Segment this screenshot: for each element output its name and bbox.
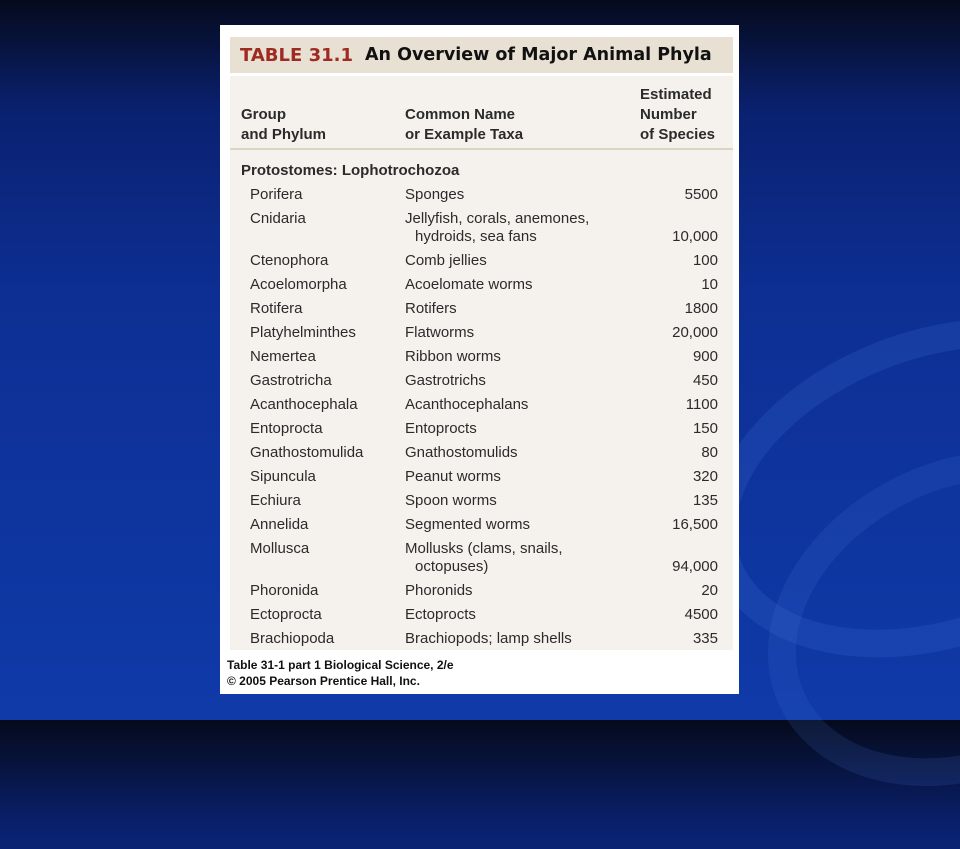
species-count-cell: 900 xyxy=(692,348,718,365)
header-common-name: Common Name or Example Taxa xyxy=(405,106,524,143)
common-name-cell: Phoronids xyxy=(405,582,473,599)
phylum-cell: Acoelomorpha xyxy=(250,276,347,293)
common-name-cell: Spoon worms xyxy=(405,492,497,509)
common-name-cell: Entoprocts xyxy=(405,420,477,437)
table-row xyxy=(230,322,733,346)
table-row xyxy=(230,208,733,250)
table-row xyxy=(230,628,733,652)
table-body xyxy=(230,184,733,652)
header-species-count: Estimated Number of Species xyxy=(640,86,716,143)
species-count-cell: 450 xyxy=(692,372,718,389)
common-name-cell: Segmented worms xyxy=(405,516,531,533)
table-row xyxy=(230,514,733,538)
table-card xyxy=(220,25,739,694)
phylum-cell: Phoronida xyxy=(250,582,319,599)
phylum-cell: Gastrotricha xyxy=(250,372,332,389)
common-name-cell: Acanthocephalans xyxy=(405,396,529,413)
species-count-cell: 335 xyxy=(692,630,718,647)
phylum-cell: Porifera xyxy=(250,186,303,203)
phylum-cell: Ctenophora xyxy=(250,252,329,269)
section-heading: Protostomes: Lophotrochozoa xyxy=(241,162,460,179)
species-count-cell: 80 xyxy=(701,444,718,461)
phylum-cell: Acanthocephala xyxy=(250,396,358,413)
table-row xyxy=(230,538,733,580)
species-count-cell: 10 xyxy=(701,276,718,293)
species-count-cell: 16,500 xyxy=(672,516,718,533)
species-count-cell: 135 xyxy=(692,492,718,509)
common-name-cell-continued: octopuses) xyxy=(415,558,489,575)
common-name-cell: Mollusks (clams, snails, xyxy=(405,540,563,557)
species-table xyxy=(230,76,733,650)
table-title-bar xyxy=(230,37,733,73)
species-count-cell: 150 xyxy=(692,420,718,437)
common-name-cell: Peanut worms xyxy=(405,468,501,485)
common-name-cell: Acoelomate worms xyxy=(405,276,533,293)
table-row xyxy=(230,394,733,418)
table-row xyxy=(230,490,733,514)
common-name-cell: Ribbon worms xyxy=(405,348,501,365)
common-name-cell: Comb jellies xyxy=(405,252,487,269)
common-name-cell-continued: hydroids, sea fans xyxy=(415,228,537,245)
common-name-cell: Ectoprocts xyxy=(405,606,476,623)
phylum-cell: Platyhelminthes xyxy=(250,324,356,341)
phylum-cell: Ectoprocta xyxy=(250,606,322,623)
phylum-cell: Annelida xyxy=(250,516,309,533)
common-name-cell: Rotifers xyxy=(405,300,457,317)
phylum-cell: Sipuncula xyxy=(250,468,316,485)
table-row xyxy=(230,466,733,490)
caption-line-1: Table 31-1 part 1 Biological Science, 2/e xyxy=(227,658,454,672)
species-count-cell: 20,000 xyxy=(672,324,718,341)
common-name-cell: Jellyfish, corals, anemones, xyxy=(405,210,590,227)
phylum-cell: Mollusca xyxy=(250,540,310,557)
phylum-cell: Brachiopoda xyxy=(250,630,335,647)
table-row xyxy=(230,580,733,604)
table-row xyxy=(230,274,733,298)
species-count-cell: 5500 xyxy=(684,186,718,203)
species-count-cell: 1800 xyxy=(684,300,718,317)
table-row xyxy=(230,298,733,322)
species-count-cell: 94,000 xyxy=(672,558,718,575)
common-name-cell: Gnathostomulids xyxy=(405,444,518,461)
common-name-cell: Gastrotrichs xyxy=(405,372,486,389)
slide-caption xyxy=(227,657,454,689)
table-row xyxy=(230,604,733,628)
common-name-cell: Brachiopods; lamp shells xyxy=(405,630,572,647)
phylum-cell: Cnidaria xyxy=(250,210,306,227)
table-row xyxy=(230,346,733,370)
phylum-cell: Gnathostomulida xyxy=(250,444,364,461)
header-group-phylum: Group and Phylum xyxy=(241,106,327,143)
table-title: An Overview of Major Animal Phyla xyxy=(364,45,712,65)
common-name-cell: Flatworms xyxy=(405,324,475,341)
species-count-cell: 1100 xyxy=(685,396,718,413)
species-count-cell: 20 xyxy=(701,582,718,599)
caption-line-2: © 2005 Pearson Prentice Hall, Inc. xyxy=(227,674,420,688)
table-label: TABLE 31.1 xyxy=(240,44,353,66)
phylum-cell: Rotifera xyxy=(250,300,303,317)
phylum-cell: Entoprocta xyxy=(250,420,323,437)
table-row xyxy=(230,184,733,208)
table-row xyxy=(230,442,733,466)
species-count-cell: 10,000 xyxy=(672,228,718,245)
table-header xyxy=(230,76,733,150)
table-row xyxy=(230,250,733,274)
species-count-cell: 4500 xyxy=(684,606,718,623)
phylum-cell: Echiura xyxy=(250,492,301,509)
species-count-cell: 320 xyxy=(692,468,718,485)
common-name-cell: Sponges xyxy=(405,186,465,203)
species-count-cell: 100 xyxy=(692,252,718,269)
table-row xyxy=(230,370,733,394)
phylum-cell: Nemertea xyxy=(250,348,316,365)
table-row xyxy=(230,418,733,442)
